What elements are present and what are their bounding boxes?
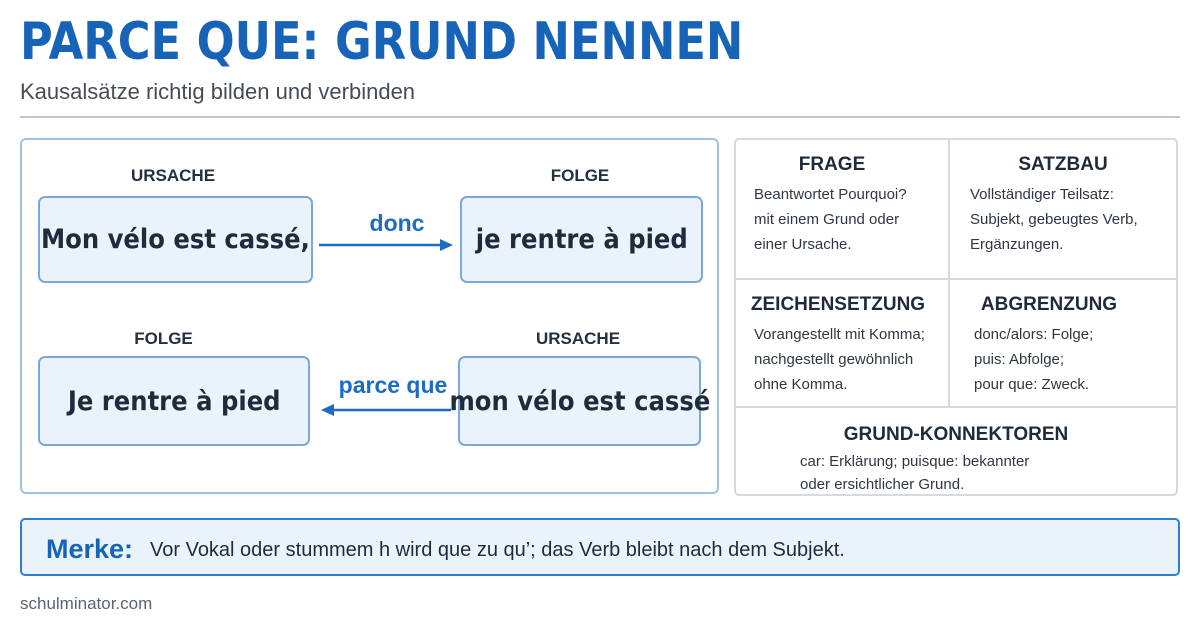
frage-title: FRAGE [798,154,866,175]
zeichensetzung-title: ZEICHENSETZUNG [750,294,926,315]
grid-divider [736,278,1176,280]
grid-divider [736,406,1176,408]
page-title: PARCE QUE: GRUND NENNEN [20,12,744,72]
row1-right-label: FOLGE [550,166,610,185]
grund-konnektoren-title: GRUND-KONNEKTOREN [843,424,1069,445]
merke-label: Merke: [46,534,134,564]
satzbau-text: Vollständiger Teilsatz: Subjekt, gebeugtes Verb, Ergänzungen. [970,186,1138,253]
row1-left-label: URSACHE [130,166,216,185]
footer-source: schulminator.com [20,594,153,613]
satzbau-title: SATZBAU [1018,154,1108,175]
merke-text: Vor Vokal oder stummem h wird que zu qu’; das Verb bleibt nach dem Subjekt. [150,539,845,561]
row1-right-sentence: je rentre à pied [475,224,688,255]
sentence-diagram-panel [20,138,719,494]
row2-left-label: FOLGE [134,329,193,348]
row2-connector-label: parce que [338,372,448,398]
row1-left-sentence-box [38,196,313,283]
row1-connector-label: donc [369,210,425,236]
row2-right-label: URSACHE [535,329,621,348]
row2-left-sentence-box [38,356,310,446]
left-arrow-icon [317,402,457,418]
abgrenzung-title: ABGRENZUNG [980,294,1118,315]
grid-divider [948,140,950,408]
row2-left-sentence: Je rentre à pied [67,385,281,417]
page-subtitle: Kausalsätze richtig bilden und verbinden [20,79,416,104]
row1-left-sentence: Mon vélo est cassé, [41,224,310,255]
frage-text: Beantwortet Pourquoi? mit einem Grund oder einer Ursache. [754,186,907,253]
grund-konnektoren-text: car: Erklärung; puisque: bekannter oder ersichtlicher Grund. [800,453,1030,493]
merke-callout [20,518,1180,576]
row2-right-sentence: mon vélo est cassé [449,385,710,417]
header-divider [20,116,1180,118]
row1-right-sentence-box [460,196,703,283]
right-arrow-icon [319,237,459,253]
abgrenzung-text: donc/alors: Folge; puis: Abfolge; pour que: Zweck. [974,326,1094,393]
info-grid [734,138,1178,496]
zeichensetzung-text: Vorangestellt mit Komma; nachgestellt gewöhnlich ohne Komma. [754,326,925,393]
row2-right-sentence-box [449,356,710,446]
